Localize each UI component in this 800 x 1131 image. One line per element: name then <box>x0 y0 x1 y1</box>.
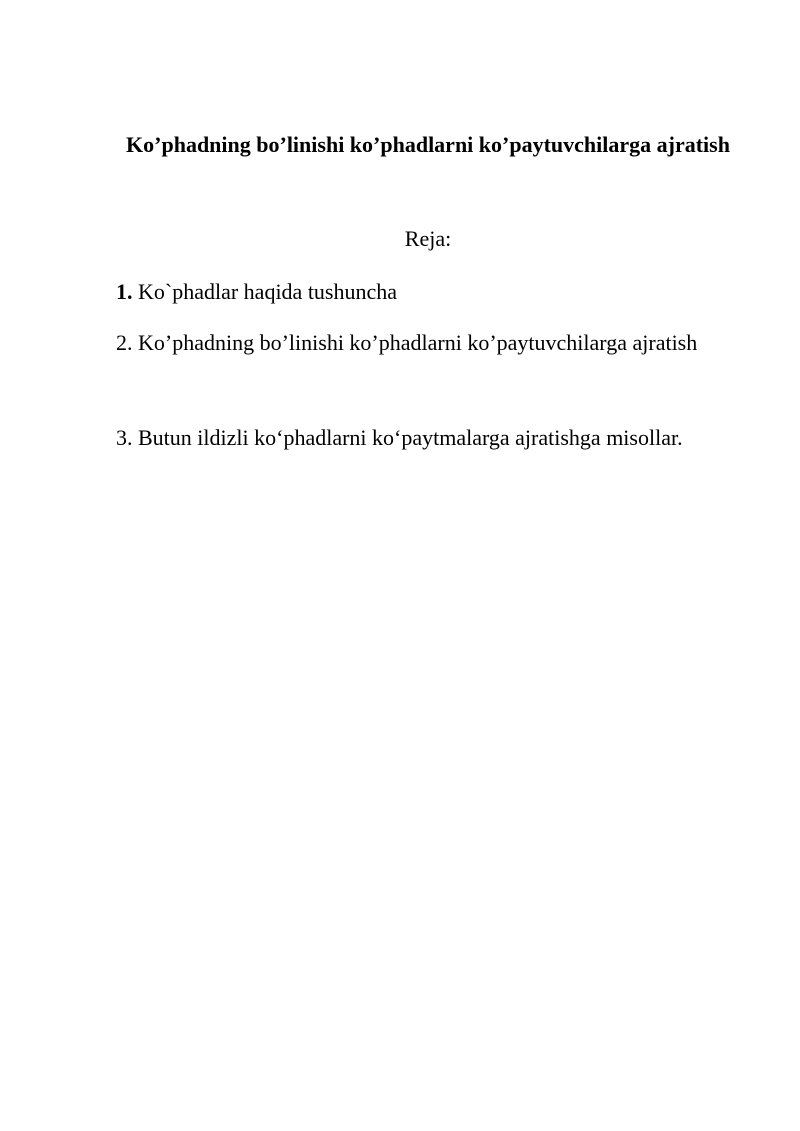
plan-item-text: Butun ildizli ko‘phadlarni ko‘paytmalarga ajratishga misollar. <box>132 425 683 450</box>
plan-item <box>116 418 756 458</box>
plan-item-text: Ko`phadlar haqida tushuncha <box>132 279 398 304</box>
plan-item-number: 2. <box>116 330 133 355</box>
plan-item-number: 1. <box>116 279 133 304</box>
plan-heading: Reja: <box>404 226 452 251</box>
plan-item <box>116 272 756 312</box>
plan-item-text: Ko’phadning bo’linishi ko’phadlarni ko’paytuvchilarga ajratish <box>132 330 698 355</box>
plan-item <box>116 323 756 363</box>
document-title: Ko’phadning bo’linishi ko’phadlarni ko’paytuvchilarga ajratish <box>126 132 730 157</box>
plan-item-number: 3. <box>116 425 133 450</box>
